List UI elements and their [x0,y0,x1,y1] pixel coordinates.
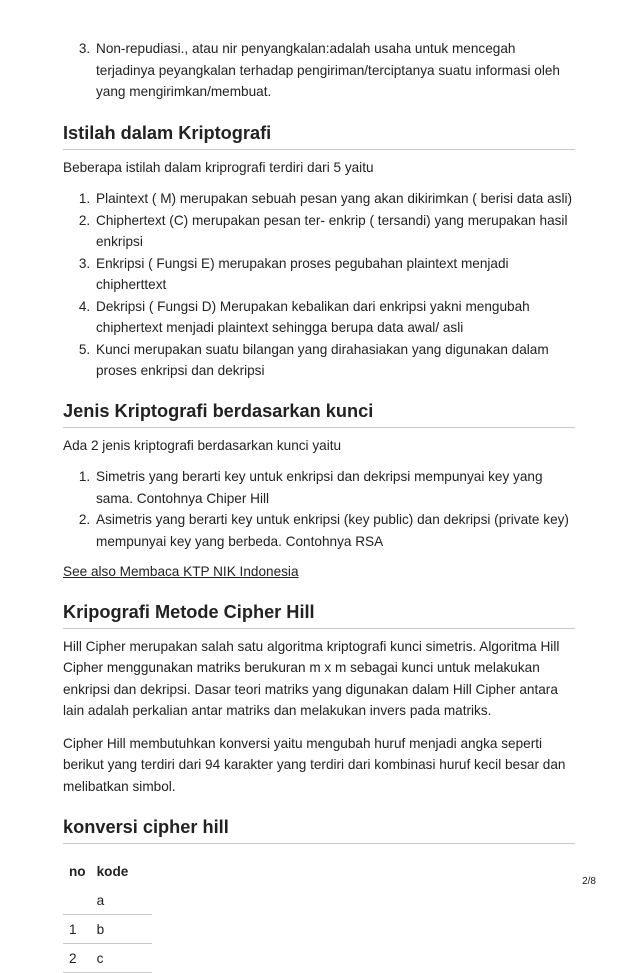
table-cell-kode: a [91,886,152,915]
table-cell-no [63,886,91,915]
list-item: 1. Plaintext ( M) merupakan sebuah pesan yang akan dikirimkan ( berisi data asli) [94,188,575,210]
table-cell-no: 2 [63,944,91,973]
jenis-list [63,466,575,552]
table-cell-kode: b [91,915,152,944]
list-item: 3. Non-repudiasi., atau nir penyangkalan:adalah usaha untuk mencegah terjadinya peyangkalan terhadap pengiriman/terciptanya suatu informasi oleh yang mengirimkan/membuat. [94,38,575,103]
table-row [63,886,152,915]
table-row [63,915,152,944]
istilah-list [63,188,575,382]
page-number: 2/8 [582,876,596,887]
see-also-line [63,561,575,583]
list-item: 5. Kunci merupakan suatu bilangan yang dirahasiakan yang digunakan dalam proses enkripsi dan dekripsi [94,339,575,382]
list-item: 4. Dekripsi ( Fungsi D) Merupakan kebalikan dari enkripsi yakni mengubah chiphertext menjadi plaintext sehingga berupa data awal/ asli [94,296,575,339]
page-content [63,38,575,973]
list-item: 1. Simetris yang berarti key untuk enkripsi dan dekripsi mempunyai key yang sama. Contohnya Chiper Hill [94,466,575,509]
table-row [63,944,152,973]
section-intro-jenis: Ada 2 jenis kriptografi berdasarkan kunci yaitu [63,437,342,453]
list-item: 3. Enkripsi ( Fungsi E) merupakan proses pegubahan plaintext menjadi chipherttext [94,253,575,296]
table-cell-no: 1 [63,915,91,944]
konversi-table [63,856,152,973]
table-header-row [63,856,152,886]
section-heading-cipher-hill: Kripografi Metode Cipher Hill [63,600,575,629]
section-intro-istilah: Beberapa istilah dalam kriprografi terdiri dari 5 yaitu [63,159,374,175]
see-also-link[interactable]: See also Membaca KTP NIK Indonesia [63,564,299,579]
intro-list [63,38,575,103]
column-header-kode: kode [96,863,129,879]
list-item: 2. Chiphertext (C) merupakan pesan ter- enkrip ( tersandi) yang merupakan hasil enkripsi [94,210,575,253]
section-heading-istilah: Istilah dalam Kriptografi [63,121,575,150]
list-item: 2. Asimetris yang berarti key untuk enkripsi (key public) dan dekripsi (private key) mempunyai key yang berbeda. Contohnya RSA [94,509,575,552]
table-cell-kode: c [91,944,152,973]
column-header-no: no [69,863,86,879]
section-heading-jenis: Jenis Kriptografi berdasarkan kunci [63,399,575,428]
paragraph: Hill Cipher merupakan salah satu algoritma kriptografi kunci simetris. Algoritma Hill Cipher menggunakan matriks berukuran m x m sebagai kunci untuk melakukan enkripsi dan dekripsi. Dasar teori matriks yang digunakan dalam Hill Cipher antara lain adalah perkalian antar matriks dan melakukan invers pada matriks. [63,638,560,718]
paragraph: Cipher Hill membutuhkan konversi yaitu mengubah huruf menjadi angka seperti berikut yang terdiri dari 94 karakter yang terdiri dari kombinasi huruf kecil besar dan melibatkan simbol. [63,735,566,794]
section-heading-konversi: konversi cipher hill [63,815,575,844]
